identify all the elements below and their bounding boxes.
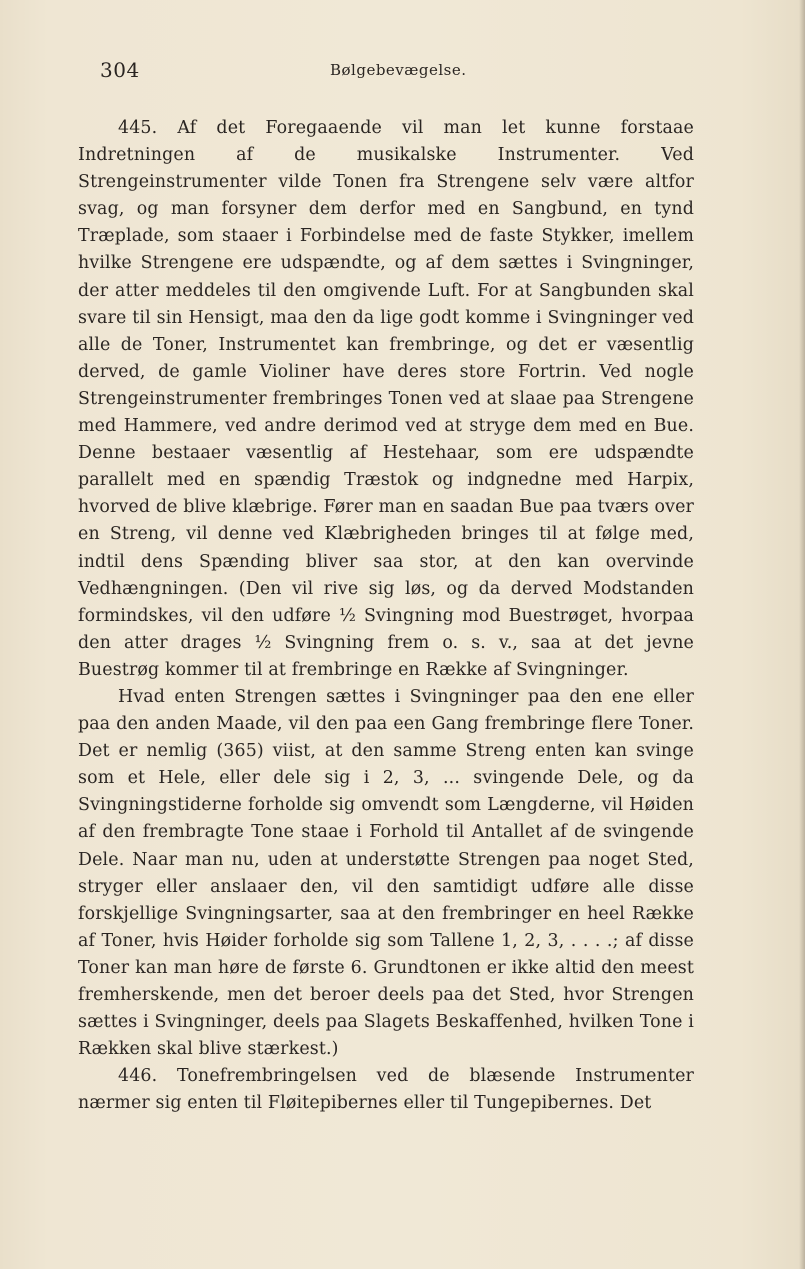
paragraph-446: 446. Tonefrembringelsen ved de blæsende Instrumenter nærmer sig enten til Fløitepibernes eller til Tungepibernes. Det — [78, 1066, 694, 1114]
running-head: Bølgebevægelse. — [330, 61, 467, 79]
body-text — [78, 115, 694, 1117]
page-number: 304 — [100, 58, 140, 82]
page-header — [0, 58, 805, 88]
paragraph-strings-tones: Hvad enten Strengen sættes i Svingninger paa den ene eller paa den anden Maade, vil den paa een Gang frembringe flere Toner. Det er nemlig (365) viist, at den samme Streng enten kan svinge som et Hele, eller dele sig i 2, 3, ... svingende Dele, og da Svingningstiderne forholde sig omvendt som Længderne, vil Høiden af den frembragte Tone staae i Forhold til Antallet af de svingende Dele. Naar man nu, uden at understøtte Strengen paa noget Sted, stryger eller anslaaer den, vil den samtidigt udføre alle disse forskjellige Svingningsarter, saa at den frembringer en heel Række af Toner, hvis Høider forholde sig som Tallene 1, 2, 3, . . . .; af disse Toner kan man høre de første 6. Grundtonen er ikke altid den meest fremherskende, men det beroer deels paa det Sted, hvor Strengen sættes i Svingninger, deels paa Slagets Beskaffenhed, hvilken Tone i Rækken skal blive stærkest.) — [78, 686, 694, 1060]
page-edge-shadow — [799, 0, 805, 1269]
paragraph-445: 445. Af det Foregaaende vil man let kunne forstaae Indretningen af de musikalske Instrumenter. Ved Strengeinstrumenter vilde Tonen fra Strengene selv være altfor svag, og man forsyner dem derfor med en Sangbund, en tynd Træplade, som staaer i Forbindelse med de faste Stykker, imellem hvilke Strengene ere udspændte, og af dem sættes i Svingninger, der atter meddeles til den omgivende Luft. For at Sangbunden skal svare til sin Hensigt, maa den da lige godt komme i Svingninger ved alle de Toner, Instrumentet kan frembringe, og det er væsentlig derved, de gamle Violiner have deres store Fortrin. Ved nogle Strengeinstrumenter frembringes Tonen ved at slaae paa Strengene med Hammere, ved andre derimod ved at stryge dem med en Bue. Denne bestaaer væsentlig af Hestehaar, som ere udspændte parallelt med en spændig Træstok og indgnedne med Harpix, hvorved de blive klæbrige. Fører man en saadan Bue paa tværs over en Streng, vil denne ved Klæbrigheden bringes til at følge med, indtil dens Spænding bliver saa stor, at den kan overvinde Vedhængningen. (Den vil rive sig løs, og da derved Modstanden formindskes, vil den udføre ½ Svingning mod Buestrøget, hvorpaa den atter drages ½ Svingning frem o. s. v., saa at det jevne Buestrøg kommer til at frembringe en Række af Svingninger. — [78, 118, 694, 680]
